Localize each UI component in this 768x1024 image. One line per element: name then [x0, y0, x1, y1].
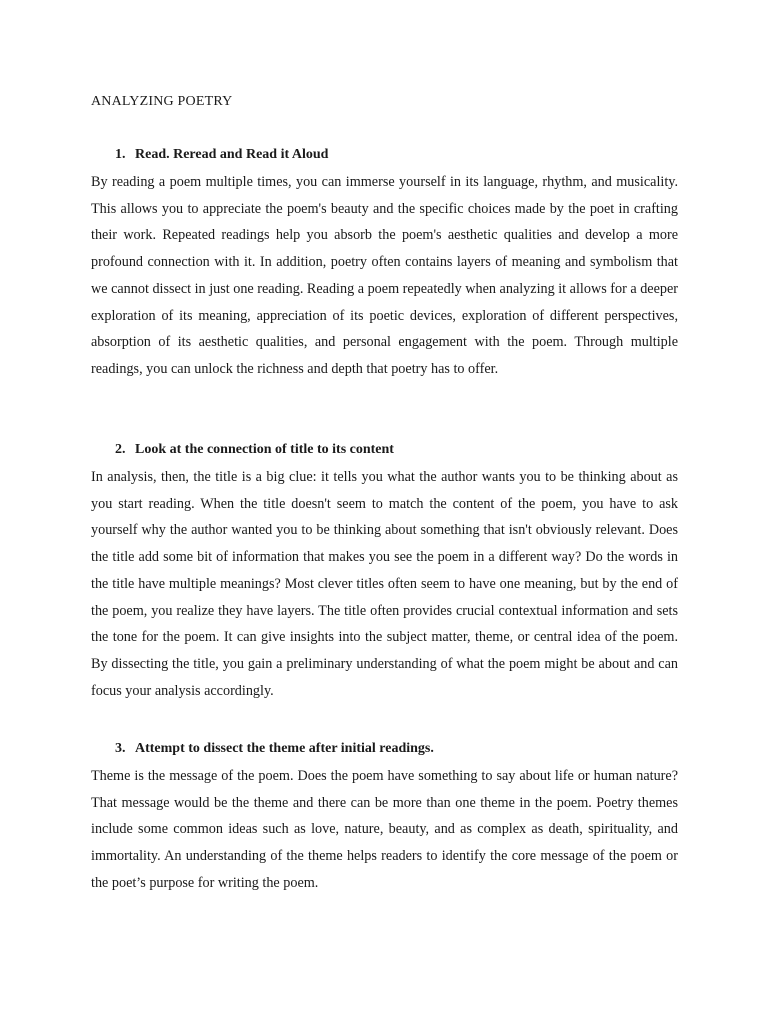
section-heading — [91, 740, 678, 758]
section-theme — [91, 740, 678, 897]
section-heading-text: Read. Reread and Read it Aloud — [135, 147, 329, 162]
section-number: 3. — [115, 741, 126, 756]
section-body: By reading a poem multiple times, you can immerse yourself in its language, rhythm, and musicality. This allows you to appreciate the poem's beauty and the specific choices made by the poet in crafting their work. Repeated readings help you absorb the poem's aesthetic qualities and develop a more profound connection with it. In addition, poetry often contains layers of meaning and symbolism that we cannot dissect in just one reading. Reading a poem repeatedly when analyzing it allows for a deeper exploration of its meaning, appreciation of its poetic devices, exploration of different perspectives, absorption of its aesthetic qualities, and personal engagement with the poem. Through multiple readings, you can unlock the richness and depth that poetry has to offer. — [91, 174, 679, 377]
section-read-reread — [91, 146, 678, 383]
document-title: ANALYZING POETRY — [91, 94, 233, 109]
section-body: Theme is the message of the poem. Does the poem have something to say about life or human nature? That message would be the theme and there can be more than one theme in the poem. Poetry themes include some common ideas such as love, nature, beauty, and as complex as death, spirituality, and immortality. An understanding of the theme helps readers to identify the core message of the poem or the poet’s purpose for writing the poem. — [91, 768, 678, 891]
section-heading-text: Attempt to dissect the theme after initial readings. — [135, 741, 434, 756]
section-title-connection — [91, 441, 678, 704]
section-body: In analysis, then, the title is a big clue: it tells you what the author wants you to be thinking about as you start reading. When the title doesn't seem to match the content of the poem, you have to ask yourself why the author wanted you to be thinking about something that isn't obviously relevant. Does the title add some bit of information that makes you see the poem in a different way? Do the words in the title have multiple meanings? Most clever titles often seem to have one meaning, but by the end of the poem, you realize they have layers. The title often provides crucial contextual information and sets the tone for the poem. It can give insights into the subject matter, theme, or central idea of the poem. By dissecting the title, you gain a preliminary understanding of what the poem might be about and can focus your analysis accordingly. — [91, 469, 678, 699]
section-heading — [91, 146, 678, 164]
section-number: 1. — [115, 147, 126, 162]
section-heading — [91, 441, 678, 459]
section-number: 2. — [115, 442, 126, 457]
section-heading-text: Look at the connection of title to its content — [135, 442, 394, 457]
